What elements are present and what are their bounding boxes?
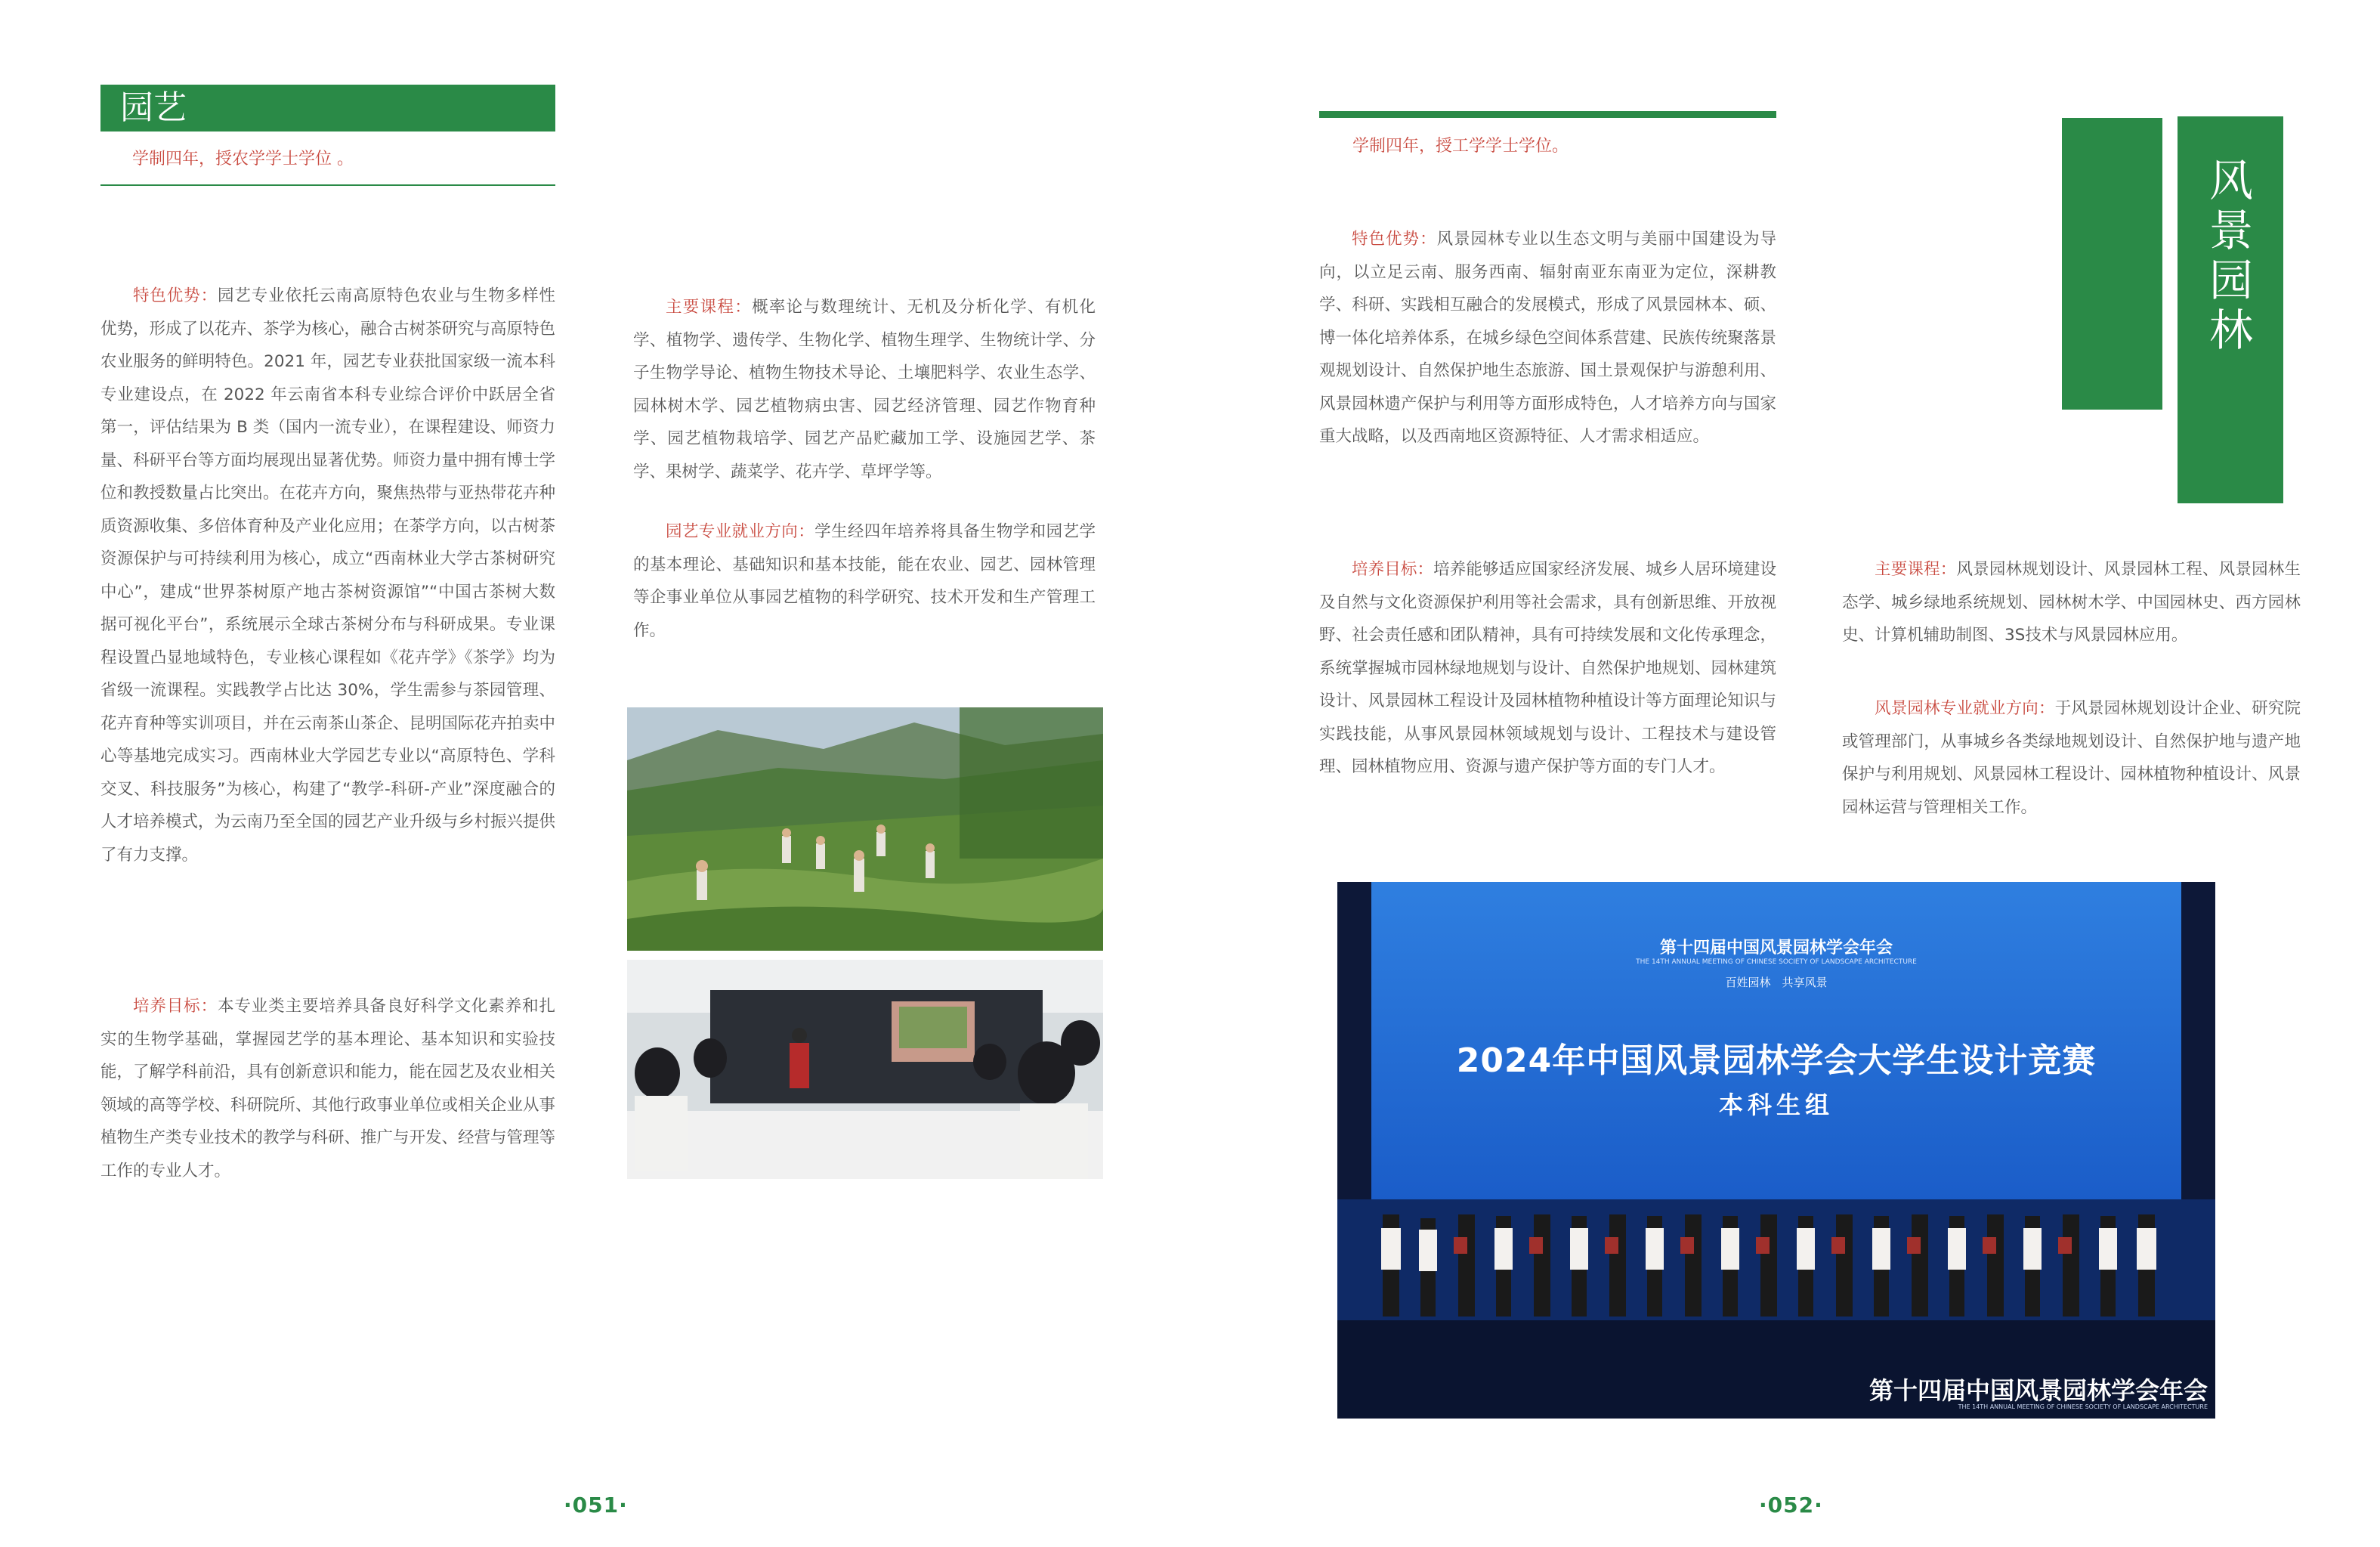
classroom-photo [627, 960, 1103, 1203]
left-courses [633, 291, 1096, 488]
right-top-rule [1319, 111, 1776, 118]
left-employment-label: 园艺专业就业方向： [666, 522, 815, 541]
left-courses-label: 主要课程： [666, 298, 753, 317]
right-page-number: ·052· [1759, 1493, 1823, 1518]
stage-banner: 第十四届中国风景园林学会年会 [1868, 1376, 2208, 1405]
left-title-bar [100, 85, 555, 131]
left-divider [100, 184, 555, 186]
right-employment-text: 于风景园林规划设计企业、研究院或管理部门，从事城乡各类绿地规划设计、自然保护地与遗产地保护与利用规划、风景园林工程设计、园林植物种植设计、风景园林运营与管理相关工作。 [1842, 699, 2301, 817]
right-courses-label: 主要课程： [1875, 560, 1957, 579]
right-employment [1842, 692, 2301, 824]
left-courses-text: 概率论与数理统计、无机及分析化学、有机化学、植物学、遗传学、生物化学、植物生理学、生物统计学、分子生物学导论、植物生物技术导论、土壤肥料学、农业生态学、园林树木学、园艺植物病虫害、园艺经济管理、园艺作物育种学、园艺植物栽培学、园艺产品贮藏加工学、设施园艺学、茶学、果树学、蔬菜学、花卉学、草坪学等。 [633, 298, 1096, 481]
right-goals-text: 培养能够适应国家经济发展、城乡人居环境建设及自然与文化资源保护利用等社会需求，具有创新思维、开放视野、社会责任感和团队精神，具有可持续发展和文化传承理念，系统掌握城市园林绿地规划与设计、自然保护地规划、园林建筑设计、风景园林工程设计及园林植物种植设计等方面理论知识与实践技能，从事风景园林领域规划与设计、工程技术与建设管理、园林植物应用、资源与遗产保护等方面的专门人才。 [1319, 560, 1776, 776]
left-employment [633, 515, 1096, 647]
screen-slogan: 百姓园林 共享风景 [1725, 976, 1828, 989]
left-goals-text: 本专业类主要培养具备良好科学文化素养和扎实的生物学基础，掌握园艺学的基本理论、基本知识和实验技能，了解学科前沿，具有创新意识和能力，能在园艺及农业相关领域的高等学校、科研院所、其他行政事业单位或相关企业从事植物生产类专业技术的教学与科研、推广与开发、经营与管理等工作的专业人才。 [100, 997, 556, 1180]
screen-competition-title: 2024年中国风景园林学会大学生设计竞赛 [1456, 1041, 2097, 1080]
tea-garden-photo [627, 707, 1103, 951]
left-page-title: 园艺 [120, 88, 187, 127]
right-page-title: 风景园林 [2209, 155, 2254, 356]
screen-top-title: 第十四届中国风景园林学会年会 [1659, 939, 1893, 958]
left-employment-text: 学生经四年培养将具备生物学和园艺学的基本理论、基础知识和基本技能，能在农业、园艺、园林管理等企事业单位从事园艺植物的科学研究、技术开发和生产管理工作。 [633, 522, 1096, 640]
right-goals-label: 培养目标： [1352, 560, 1434, 579]
screen-subtitle: 本科生组 [1718, 1091, 1834, 1119]
screen-top-english: THE 14TH ANNUAL MEETING OF CHINESE SOCIETY OF LANDSCAPE ARCHITECTURE [1636, 958, 1917, 966]
stage-banner-english: THE 14TH ANNUAL MEETING OF CHINESE SOCIETY OF LANDSCAPE ARCHITECTURE [1958, 1403, 2208, 1410]
right-courses-text: 风景园林规划设计、风景园林工程、风景园林生态学、城乡绿地系统规划、园林树木学、中国园林史、西方园林史、计算机辅助制图、3S技术与风景园林应用。 [1842, 560, 2301, 645]
left-goals [100, 990, 555, 1187]
right-features-label: 特色优势： [1352, 230, 1437, 249]
right-employment-label: 风景园林专业就业方向： [1875, 699, 2055, 718]
left-page-number: ·051· [564, 1493, 628, 1518]
right-courses [1842, 553, 2301, 652]
right-title-block [2178, 116, 2283, 503]
left-features-text: 园艺专业依托云南高原特色农业与生物多样性优势，形成了以花卉、茶学为核心，融合古树茶研究与高原特色农业服务的鲜明特色。2021 年，园艺专业获批国家级一流本科专业建设点，在 2022 年云南省本科专业综合评价中跃居全省第一，评估结果为 B 类（国内一流专业），在课程建设、师资力量、科研平台等方面均展现出显著优势。师资力量中拥有博士学位和教授数量占比突出。在花卉方向，聚焦热带与亚热带花卉种质资源收集、多倍体育种及产业化应用；在茶学方向，以古树茶资源保护与可持续利用为核心，成立“西南林业大学古茶树研究中心”，建成“世界茶树原产地古茶树资源馆”“中国古茶树大数据可视化平台”，系统展示全球古茶树分布与科研成果。专业课程设置凸显地域特色，专业核心课程如《花卉学》《茶学》均为省级一流课程。实践教学占比达 30%，学生需参与茶园管理、花卉育种等实训项目，并在云南茶山茶企、昆明国际花卉拍卖中心等基地完成实习。西南林业大学园艺专业以“高原特色、学科交叉、科技服务”为核心，构建了“教学-科研-产业”深度融合的人才培养模式，为云南乃至全国的园艺产业升级与乡村振兴提供了有力支撑。 [100, 286, 556, 865]
award-ceremony-photo [1337, 882, 2215, 1419]
right-duration: 学制四年，授工学学士学位。 [1352, 137, 1569, 156]
right-goals [1319, 553, 1776, 784]
left-features-label: 特色优势： [133, 286, 218, 305]
right-features-text: 风景园林专业以生态文明与美丽中国建设为导向，以立足云南、服务西南、辐射南亚东南亚为定位，深耕教学、科研、实践相互融合的发展模式，形成了风景园林本、硕、博一体化培养体系，在城乡绿色空间体系营建、民族传统聚落景观规划设计、自然保护地生态旅游、国土景观保护与游憩利用、风景园林遗产保护与利用等方面形成特色，人才培养方向与国家重大战略，以及西南地区资源特征、人才需求相适应。 [1319, 230, 1776, 446]
right-features [1319, 223, 1776, 453]
left-duration: 学制四年，授农学学士学位 。 [132, 150, 354, 169]
right-decor-bar [2062, 118, 2162, 410]
left-features [100, 280, 555, 871]
left-goals-label: 培养目标： [133, 997, 218, 1016]
